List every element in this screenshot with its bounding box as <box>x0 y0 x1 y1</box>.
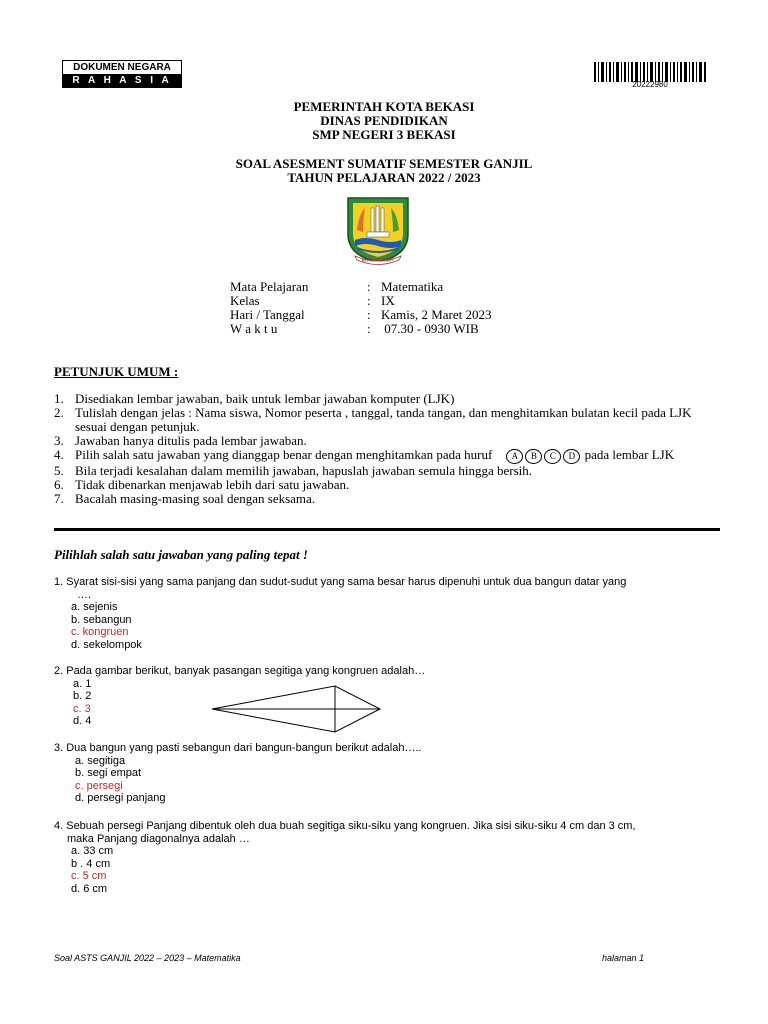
info-label: W a k t u <box>230 321 278 336</box>
info-separator: : <box>367 307 371 322</box>
info-label: Hari / Tanggal <box>230 307 305 322</box>
question-3 <box>54 742 726 805</box>
option-b[interactable]: b. 2 <box>73 690 92 703</box>
info-separator: : <box>367 321 371 336</box>
option-circle-c: C <box>544 449 561 464</box>
rule-number: 5. <box>54 462 64 478</box>
rule-number: 2. <box>54 405 64 420</box>
rule-item <box>54 406 724 434</box>
option-a[interactable]: a. sejenis <box>71 601 118 614</box>
question-options <box>54 678 726 728</box>
option-circle-d: D <box>563 449 580 464</box>
footer-left: Soal ASTS GANJIL 2022 – 2023 – Matematika <box>54 953 241 963</box>
barcode-number: 20222980 <box>632 80 668 89</box>
question-text-cont: maka Panjang diagonalnya adalah … <box>67 832 250 845</box>
info-row <box>230 322 491 336</box>
header-line2: DINAS PENDIDIKAN <box>320 113 448 128</box>
header-line3: SMP NEGERI 3 BEKASI <box>312 127 456 142</box>
question-text: 4. Sebuah persegi Panjang dibentuk oleh dua buah segitiga siku-siku yang kongruen. Jika sisi siku-siku 4 cm dan 3 cm, <box>54 820 636 832</box>
dokumen-negara-badge <box>62 60 182 88</box>
kite-figure <box>210 684 382 734</box>
question-options <box>54 601 726 651</box>
badge-bottom: R A H A S I A <box>63 74 181 87</box>
rule-item <box>54 492 724 506</box>
option-a[interactable]: a. segitiga <box>75 754 126 767</box>
section-title: PETUNJUK UMUM : <box>54 364 179 379</box>
info-separator: : <box>367 293 371 308</box>
rule-text: Tulislah dengan jelas : Nama siswa, Nomor peserta , tanggal, tanda tangan, dan menghitamkan bulatan kecil pada LJK sesuai dengan petunjuk. <box>75 405 692 434</box>
option-circle-a: A <box>506 449 523 464</box>
info-label: Kelas <box>230 293 260 308</box>
rule-item <box>54 478 724 492</box>
rule-text-a: Pilih salah satu jawaban yang dianggap benar dengan menghitamkan pada huruf <box>75 447 493 462</box>
header-line1: PEMERINTAH KOTA BEKASI <box>293 99 475 114</box>
question-1 <box>54 576 726 652</box>
logo-ribbon-text: KOTA PATRIOT <box>361 257 395 263</box>
rule-number: 3. <box>54 433 64 448</box>
rules-list <box>54 392 724 506</box>
option-d[interactable]: d. 6 cm <box>71 882 108 895</box>
kota-bekasi-logo <box>343 194 413 266</box>
footer-page: halaman 1 <box>601 953 644 963</box>
rule-text: Jawaban hanya ditulis pada lembar jawaban. <box>75 433 307 448</box>
header-line4: SOAL ASESMENT SUMATIF SEMESTER GANJIL <box>235 156 533 171</box>
question-4 <box>54 820 726 896</box>
option-c[interactable]: c. 3 <box>73 702 91 715</box>
rule-item <box>54 392 724 406</box>
question-text-cont: …. <box>77 588 92 601</box>
badge-top: DOKUMEN NEGARA <box>73 62 171 73</box>
option-d[interactable]: d. persegi panjang <box>75 792 166 805</box>
option-b[interactable]: b . 4 cm <box>71 857 111 870</box>
divider <box>54 528 720 531</box>
exam-info <box>230 280 491 336</box>
footer <box>54 953 644 963</box>
option-b[interactable]: b. sebangun <box>71 613 132 626</box>
option-c[interactable]: c. 5 cm <box>71 870 107 883</box>
question-text: 2. Pada gambar berikut, banyak pasangan segitiga yang kongruen adalah… <box>54 665 426 677</box>
question-text: 1. Syarat sisi-sisi yang sama panjang dan sudut-sudut yang sama besar harus dipenuhi untuk dua bangun datar yang <box>54 576 627 588</box>
header-line5: TAHUN PELAJARAN 2022 / 2023 <box>287 170 481 185</box>
instruction: Pilihlah salah satu jawaban yang paling tepat ! <box>54 547 308 562</box>
question-options <box>54 845 726 895</box>
option-circle-b: B <box>525 449 542 464</box>
info-value: Matematika <box>381 279 444 294</box>
option-c[interactable]: c. persegi <box>75 779 123 792</box>
barcode <box>594 62 706 82</box>
info-value: Kamis, 2 Maret 2023 <box>381 307 492 322</box>
rule-text <box>75 448 674 464</box>
option-c[interactable]: c. kongruen <box>71 626 129 639</box>
option-b[interactable]: b. segi empat <box>75 767 142 780</box>
rule-number: 6. <box>54 476 64 492</box>
rule-text: Disediakan lembar jawaban, baik untuk lembar jawaban komputer (LJK) <box>75 391 455 406</box>
info-row <box>230 294 491 308</box>
rule-text: Tidak dibenarkan menjawab lebih dari satu jawaban. <box>75 476 350 492</box>
rule-item <box>54 434 724 448</box>
rule-number: 7. <box>54 490 64 506</box>
info-label: Mata Pelajaran <box>230 279 309 294</box>
rule-item <box>54 448 724 464</box>
question-options <box>54 755 726 805</box>
info-row <box>230 308 491 322</box>
question-text: 3. Dua bangun yang pasti sebangun dari bangun-bangun berikut adalah….. <box>54 742 422 754</box>
info-value: 07.30 - 0930 WIB <box>381 321 479 336</box>
info-value: IX <box>381 293 395 308</box>
rule-item <box>54 464 724 478</box>
rule-number: 4. <box>54 447 64 462</box>
info-separator: : <box>367 279 371 294</box>
option-d[interactable]: d. 4 <box>73 715 92 728</box>
option-d[interactable]: d. sekelompok <box>71 638 142 651</box>
info-row <box>230 280 491 294</box>
rule-text-b: pada lembar LJK <box>584 447 675 462</box>
question-2 <box>54 665 726 728</box>
rule-text: Bacalah masing-masing soal dengan seksama. <box>75 490 316 506</box>
rule-number: 1. <box>54 391 64 406</box>
rule-text: Bila terjadi kesalahan dalam memilih jawaban, hapuslah jawaban semula hingga bersih. <box>75 462 533 478</box>
option-a[interactable]: a. 1 <box>73 677 92 690</box>
option-a[interactable]: a. 33 cm <box>71 845 114 858</box>
